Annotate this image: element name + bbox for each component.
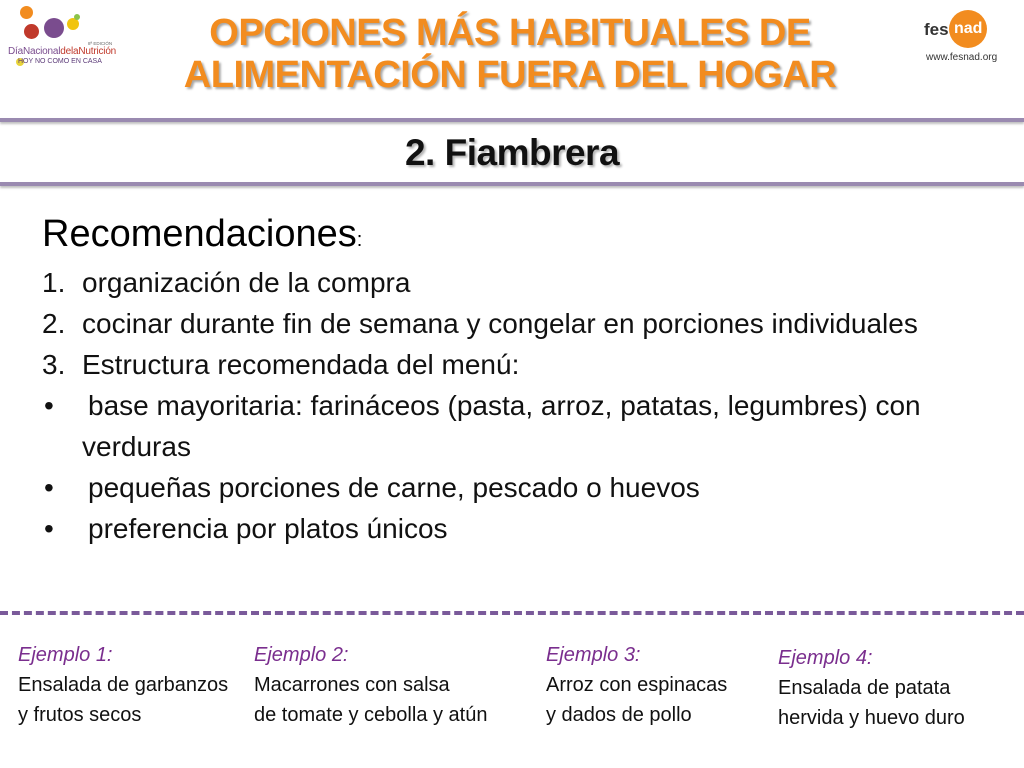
fesnad-url: www.fesnad.org bbox=[926, 52, 998, 63]
example-line2: y dados de pollo bbox=[546, 704, 692, 726]
bullet-text-line2: verduras bbox=[82, 431, 191, 462]
example-line2: y frutos secos bbox=[18, 704, 142, 726]
bullet-item bbox=[42, 385, 1002, 467]
example-line1: Macarrones con salsa bbox=[254, 674, 450, 696]
header-divider-top bbox=[0, 118, 1024, 122]
logo-dot-orange bbox=[20, 6, 33, 19]
bullet-item bbox=[42, 467, 1002, 508]
example-label: Ejemplo 1: bbox=[18, 644, 113, 666]
logo-tagline: HOY NO COMO EN CASA bbox=[18, 58, 102, 65]
example-line1: Arroz con espinacas bbox=[546, 674, 728, 696]
bullet-icon: • bbox=[44, 390, 54, 421]
list-item bbox=[42, 262, 1002, 303]
logo-edition: 8ª EDICIÓN bbox=[88, 41, 113, 46]
list-number: 2. bbox=[42, 308, 66, 339]
list-number: 1. bbox=[42, 267, 66, 298]
page-title-line1: OPCIONES MÁS HABITUALES DE bbox=[209, 12, 811, 54]
page-title bbox=[160, 12, 860, 96]
fesnad-logo bbox=[916, 8, 1016, 68]
dashed-divider bbox=[0, 611, 1024, 615]
example-line1: Ensalada de patata bbox=[778, 677, 951, 699]
logo-brand: DíaNacionaldelaNutrición bbox=[8, 46, 117, 57]
list-item bbox=[42, 344, 1002, 385]
list-item-text: cocinar durante fin de semana y congelar en porciones individuales bbox=[82, 308, 918, 339]
example-line1: Ensalada de garbanzos bbox=[18, 674, 229, 696]
example-label: Ejemplo 3: bbox=[546, 644, 641, 666]
page-title-line2: ALIMENTACIÓN FUERA DEL HOGAR bbox=[183, 54, 837, 96]
example-line2: de tomate y cebolla y atún bbox=[254, 704, 488, 726]
bullet-item bbox=[42, 508, 1002, 549]
section-subtitle: 2. Fiambrera bbox=[404, 132, 620, 173]
dia-nutricion-logo bbox=[6, 4, 156, 76]
list-item bbox=[42, 303, 1002, 344]
bullet-text: preferencia por platos únicos bbox=[88, 513, 448, 544]
bullet-text-line1: base mayoritaria: farináceos (pasta, arroz, patatas, legumbres) con bbox=[88, 390, 921, 421]
fesnad-logo-nad: nad bbox=[954, 20, 983, 37]
example-label: Ejemplo 4: bbox=[778, 647, 873, 669]
fesnad-logo-fes: fes bbox=[924, 20, 949, 39]
bullet-icon: • bbox=[44, 513, 54, 544]
logo-dot-green bbox=[74, 14, 80, 20]
logo-dot-purple bbox=[44, 18, 64, 38]
bullet-icon: • bbox=[44, 472, 54, 503]
list-item-text: organización de la compra bbox=[82, 267, 411, 298]
example-4 bbox=[778, 643, 965, 733]
example-line2: hervida y huevo duro bbox=[778, 707, 965, 729]
example-label: Ejemplo 2: bbox=[254, 644, 349, 666]
logo-dot-red bbox=[24, 24, 39, 39]
recommendations-list bbox=[42, 262, 1002, 549]
bullet-text: pequeñas porciones de carne, pescado o huevos bbox=[88, 472, 700, 503]
recommendations-heading: Recomendaciones: bbox=[42, 213, 363, 255]
header-divider-bottom bbox=[0, 182, 1024, 186]
example-2 bbox=[254, 640, 487, 730]
example-3 bbox=[546, 640, 727, 730]
example-1 bbox=[18, 640, 228, 730]
list-number: 3. bbox=[42, 349, 66, 380]
list-item-text: Estructura recomendada del menú: bbox=[82, 349, 520, 380]
